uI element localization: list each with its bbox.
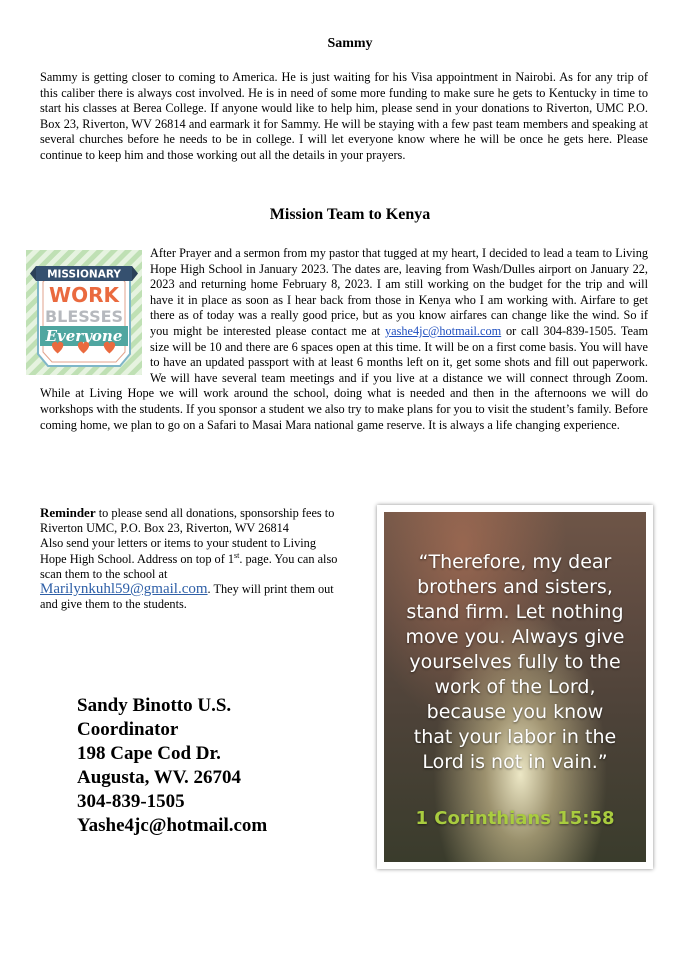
missionary-work-badge xyxy=(26,250,142,375)
reminder-label: Reminder xyxy=(40,505,96,520)
reminder-text-2: Also send your letters or items to your student to Living Hope High School. Address on top of 1 xyxy=(40,536,316,566)
reminder-text-1: to please send all donations, sponsorship fees to Riverton UMC, P.O. Box 23, Riverton, WV 26814 xyxy=(40,506,335,536)
badge-line-2: WORK xyxy=(49,283,119,307)
contact-email: Yashe4jc@hotmail.com xyxy=(77,815,268,836)
badge-line-4: Everyone xyxy=(45,327,123,345)
contact-street: 198 Cape Cod Dr. xyxy=(77,743,221,764)
missionary-badge-graphic xyxy=(26,250,142,375)
contact-phone: 304-839-1505 xyxy=(77,791,185,812)
sammy-paragraph: Sammy is getting closer to coming to America. He is just waiting for his Visa appointment in Nairobi. As for any trip of this caliber there is always cost involved. He is in need of some more funding to make sure he gets to Kentucky in time to start his classes at Berea College. If anyone would like to help him, please send in your donations to Riverton, UMC P.O. Box 23, Riverton, WV 26814 and earmark it for Sammy. He will be staying with a few past team members and speaking at several churches before he needs to be in college. I will let everyone know where he will be once he gets here. Please continue to keep him and those working out all the details in your prayers. xyxy=(40,70,648,162)
contact-city: Augusta, WV. 26704 xyxy=(77,767,242,788)
mission-text-part-1: After Prayer and a sermon from my pastor that tugged at my heart, I decided to lead a team to Living Hope High School in January 2023. The dates are, leaving from Wash/Dulles airport on January 22, 2023 and returning home February 8, 2023. I am still working on the budget for the trip and will have it in place as soon as I hear back from those in Kenya who I am working with. Airfare to get there as of today was a really good price, but as you know airfares can change like the wind. So if you might be interested please contact me at xyxy=(150,246,648,338)
bible-verse-card xyxy=(377,505,653,869)
mission-team-heading: Mission Team to Kenya xyxy=(269,206,431,223)
reminder-paragraph xyxy=(40,505,340,612)
badge-line-1: MISSIONARY xyxy=(47,268,121,281)
mission-team-section xyxy=(40,246,648,433)
verse-reference: 1 Corinthians 15:58 xyxy=(415,808,615,829)
sammy-heading: Sammy xyxy=(327,36,373,51)
contact-role: Coordinator xyxy=(77,719,179,740)
contact-name: Sandy Binotto U.S. xyxy=(77,695,232,716)
verse-quote: “Therefore, my dear brothers and sisters, stand firm. Let nothing move you. Always give yourselves fully to the work of the Lord, because you know that your labor in the Lord is not in vain.” xyxy=(405,551,625,773)
bible-verse-image xyxy=(384,512,646,862)
reminder-text-4: . They will print them out and give them to the students. xyxy=(40,582,334,612)
reminder-text-3: . page. You can also scan them to the school at xyxy=(40,551,338,581)
mission-text-part-2: or call 304-839-1505. Team size will be 10 and there are 6 spaces open at this time. It will be on a first come basis. You will have to have an updated passport with at least 6 months left on it, get some shots and fill out paperwork. We will have several team meetings and if you live at a distance we will connect through Zoom. While at Living Hope we will work around the school, doing what is needed and then in the afternoons we will do workshops with the students. If you sponsor a student we also try to make plans for you to visit the student’s family. Before coming home, we plan to go on a Safari to Masai Mara national game reserve. It is always a life changing experience. xyxy=(40,323,649,432)
school-email-link[interactable]: Marilynkuhl59@gmail.com xyxy=(40,581,208,598)
coordinator-contact-block xyxy=(77,694,267,838)
reminder-superscript: st xyxy=(234,550,240,560)
coordinator-email-link[interactable]: yashe4jc@hotmail.com xyxy=(385,323,502,338)
badge-line-3: BLESSES xyxy=(44,307,124,326)
